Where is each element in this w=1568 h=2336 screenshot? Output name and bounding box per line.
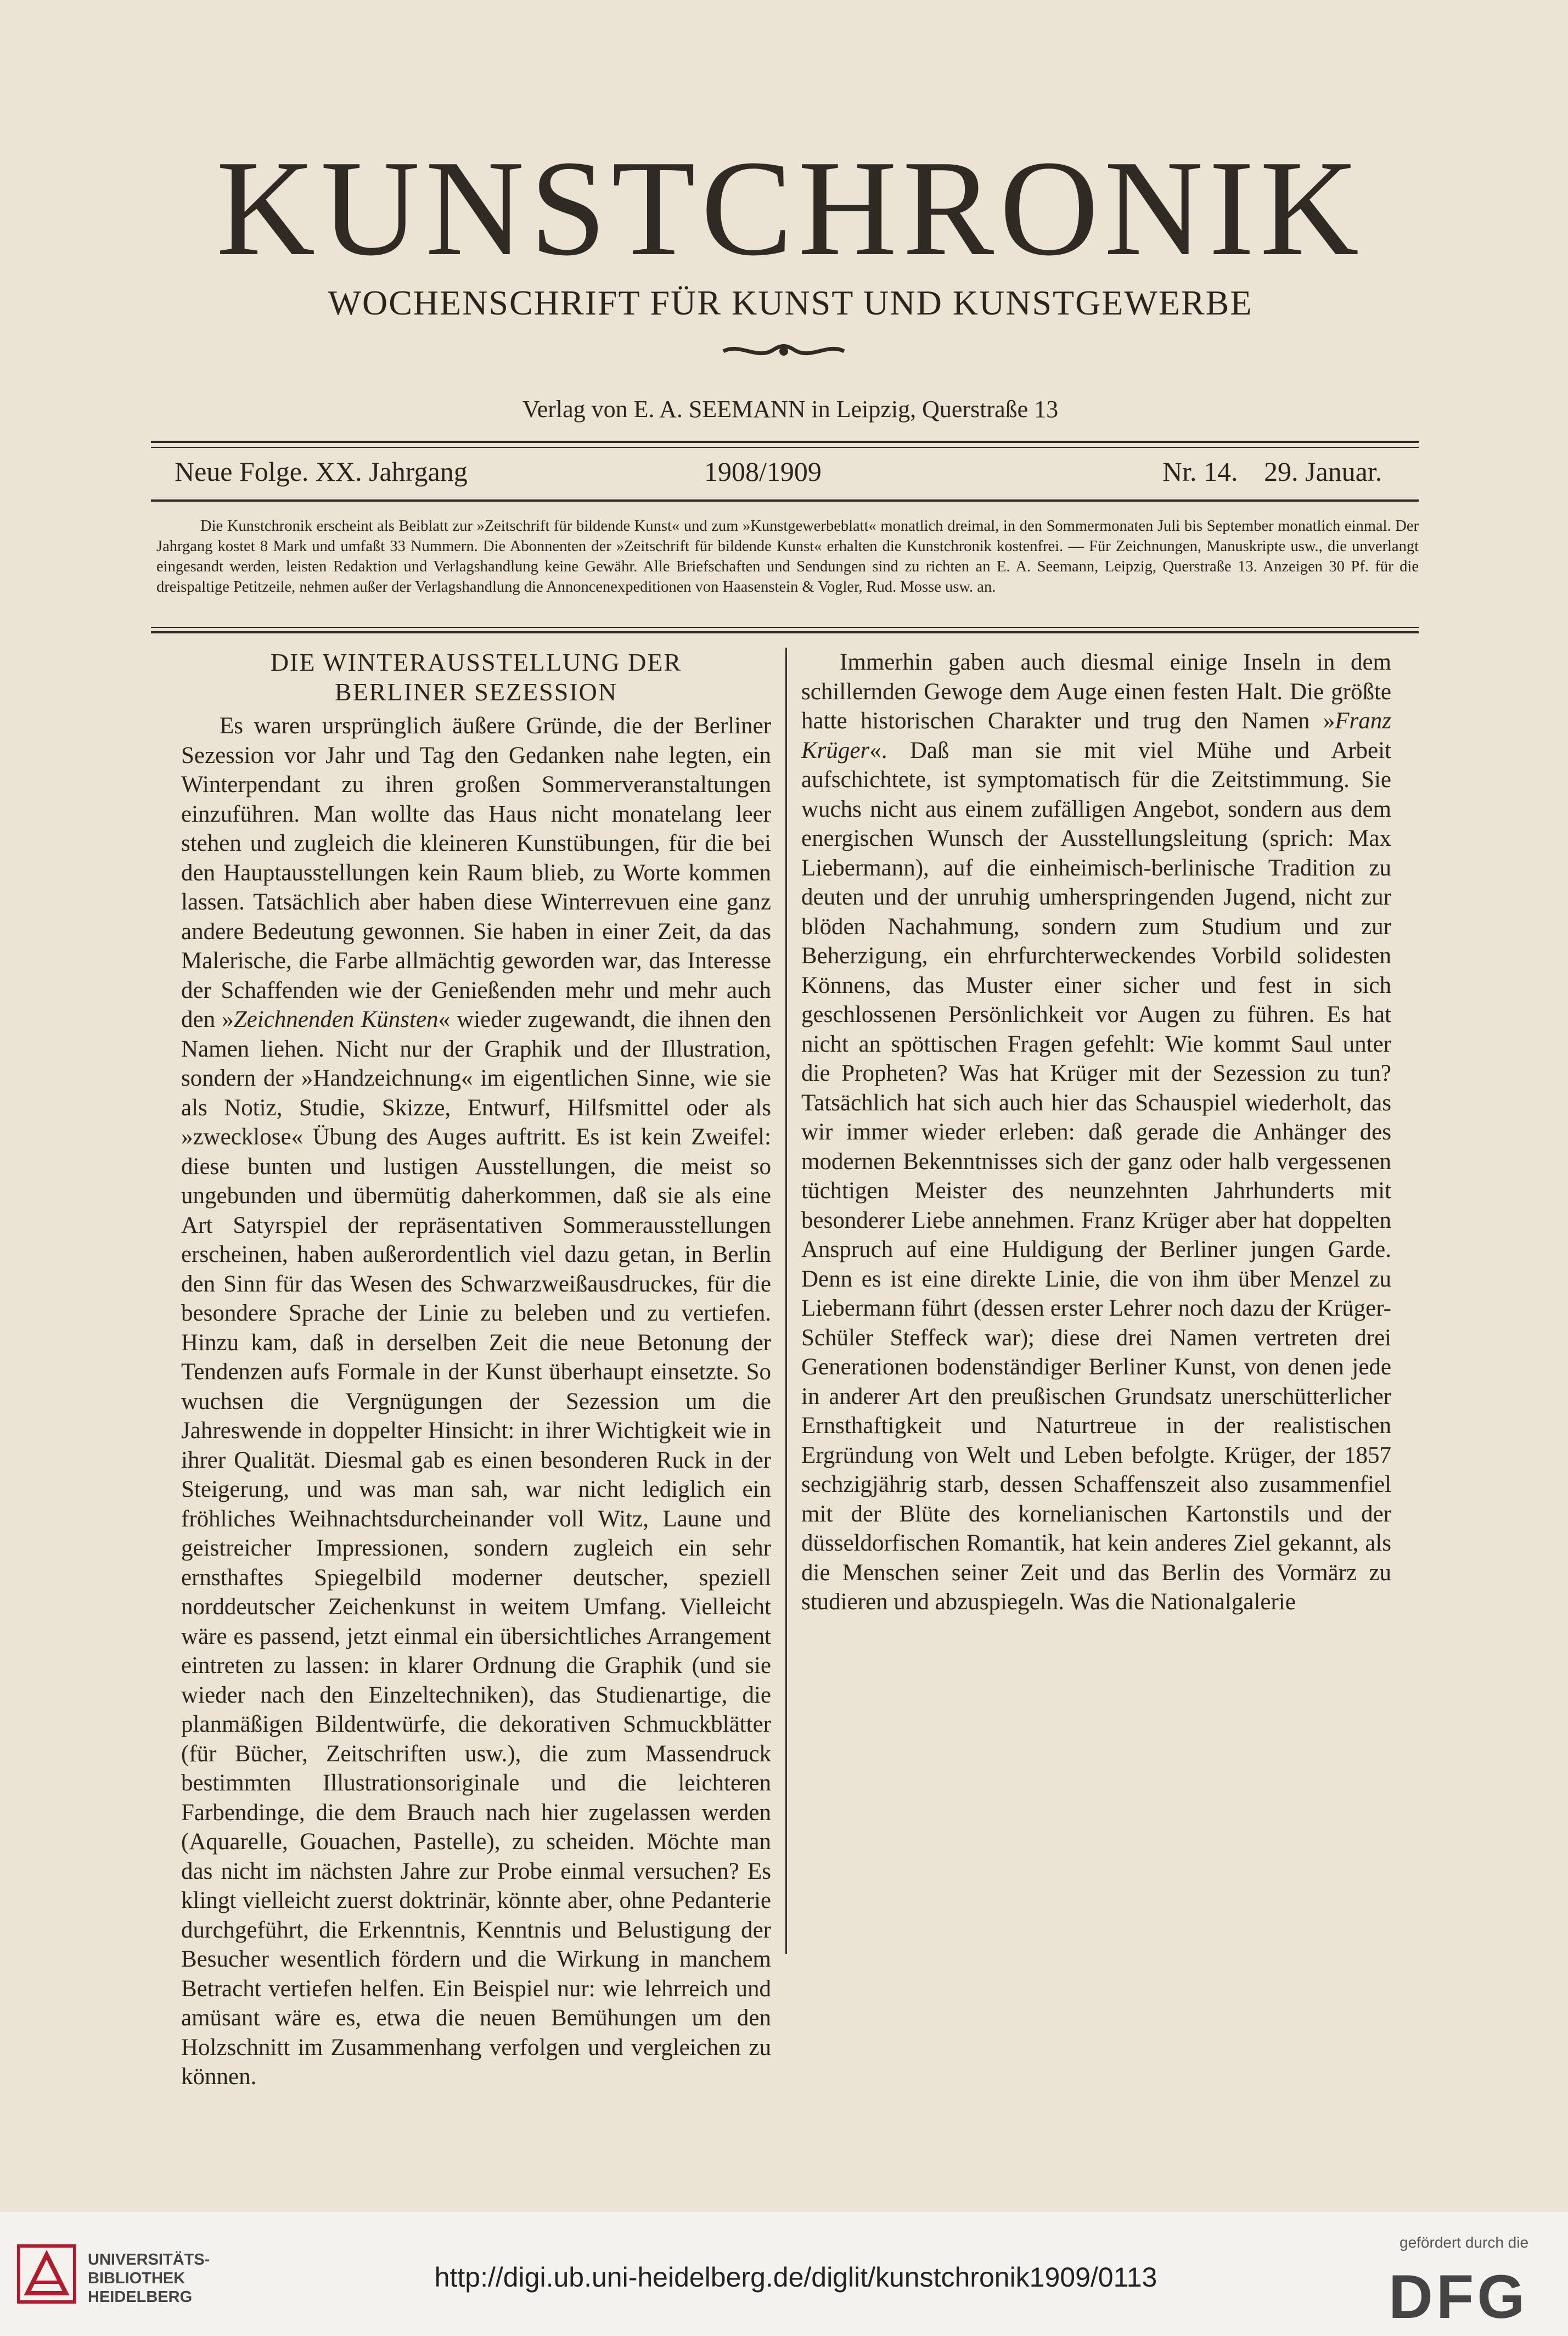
source-url-link[interactable]: http://digi.ub.uni-heidelberg.de/diglit/kunstchronik1909/0113 <box>434 2262 1157 2293</box>
article-title-line1: DIE WINTERAUSSTELLUNG DER <box>270 648 682 676</box>
university-name-line: UNIVERSITÄTS- <box>88 2251 210 2268</box>
rule-article-top-thick <box>151 631 1419 633</box>
article-paragraph <box>801 648 1391 1617</box>
masthead-subtitle: WOCHENSCHRIFT FÜR KUNST UND KUNSTGEWERBE <box>328 283 1253 322</box>
text-run: Es waren ursprünglich äußere Gründe, die der Berliner Sezession vor Jahr und Tag den Gedanken nahe legten, ein Winterpendant zu ihren großen Sommerveranstaltungen einzuführen. Man wollte das Haus nicht monatelang leer stehen und zugleich die kleineren Kunstübungen, für die bei den Hauptausstellungen kein Raum blieb, zu Worte kommen lassen. Tatsächlich aber haben diese Winterrevuen eine ganz andere Bedeutung gewonnen. Sie haben in einer Zeit, da das Malerische, die Farbe allmächtig geworden war, das Interesse der Schaffenden wie der Genießenden mehr und mehr auch den » <box>181 713 771 1032</box>
issue-number: Nr. 14. <box>1162 456 1238 487</box>
ornament-icon <box>718 339 850 363</box>
issue-line <box>175 456 1392 494</box>
series-info: Neue Folge. XX. Jahrgang <box>175 456 468 487</box>
emphasis-text: Franz Krüger <box>801 708 1391 763</box>
emphasis-text: Zeichnenden Künsten <box>233 1007 439 1032</box>
university-name-line: BIBLIOTHEK <box>88 2270 186 2287</box>
university-name <box>88 2250 210 2306</box>
article-title-line2: BERLINER SEZESSION <box>334 678 618 706</box>
rule-top <box>151 441 1419 443</box>
text-run: Immerhin gaben auch diesmal einige Inseln in dem schillernden Gewoge dem Auge einen festen Halt. Die größte hatte historischen Charakter und trug den Namen » <box>801 649 1391 734</box>
volume-year: 1908/1909 <box>704 456 822 487</box>
issue-date: 29. Januar. <box>1264 456 1382 487</box>
article-title <box>181 648 771 707</box>
funding-note: gefördert durch die <box>1400 2234 1529 2251</box>
text-run: «. Daß man sie mit viel Mühe und Arbeit aufschichtete, ist symptomatisch für die Zeitstimmung. Sie wuchs nicht aus einem zufälligen Angebot, sondern aus dem energischen Wunsch der Ausstellungsleitung (sprich: Max Liebermann), auf die einheimisch-berlinische Tradition zu deuten und der unruhig umherspringenden Jugend, nicht zur blöden Nachahmung, sondern zum Studium und zur Beherzigung, ein ehrfurchterweckendes Vorbild solidesten Könnens, das Muster einer sicher und fest in sich geschlossenen Persönlichkeit vor Augen zu führen. Es hat nicht an spöttischen Fragen gefehlt: Wie kommt Saul unter die Propheten? Was hat Krüger mit der Sezession zu tun? Tatsächlich hat sich auch hier das Schauspiel wiederholt, das wir immer wieder erleben: daß gerade die Anhänger des modernen Bekenntnisses sich der ganz oder halb vergessenen tüchtigen Meister des neunzehnten Jahrhunderts mit besonderer Liebe annehmen. Franz Krüger aber hat doppelten Anspruch auf eine Huldigung der Berliner jungen Garde. Denn es ist eine direkte Linie, die von ihm über Menzel zu Liebermann führt (dessen erster Lehrer noch dazu der Krüger-Schüler Steffeck war); diese drei Namen vertreten drei Generationen bodenständiger Berliner Kunst, von denen jede in anderer Art den preußischen Grundsatz unerschütterlicher Ernsthaftigkeit und Naturtreue in der realistischen Ergründung von Welt und Leben befolgte. Krüger, der 1857 sechzigjährig starb, dessen Schaffenszeit also zusammenfiel mit der Blüte des kornelianischen Kartonstils und der düsseldorfischen Romantik, hat kein anderes Ziel gekannt, als die Menschen seiner Zeit und das Berlin des Vormärz zu studieren und abzuspiegeln. Was die Nationalgalerie <box>801 737 1391 1615</box>
rule-article-top <box>151 627 1419 628</box>
masthead-title: KUNSTCHRONIK <box>216 132 1365 284</box>
rule-top-thin <box>151 447 1419 448</box>
column-divider <box>785 648 787 1954</box>
article-column-left <box>181 648 771 2092</box>
dfg-logo: DFG <box>1389 2262 1528 2331</box>
university-logo-icon <box>16 2244 77 2304</box>
subscription-notice: Die Kunstchronik erscheint als Beiblatt zur »Zeitschrift für bildende Kunst« und zum »Kunstgewerbeblatt« monatlich dreimal, in den Sommermonaten Juli bis September monatlich einmal. Der Jahrgang kostet 8 Mark und umfaßt 33 Nummern. Die Abonnenten der »Zeitschrift für bildende Kunst« erhalten die Kunstchronik kostenfrei. — Für Zeichnungen, Manuskripte usw., die unverlangt eingesandt werden, leisten Redaktion und Verlagshandlung keine Gewähr. Alle Briefschaften und Sendungen sind zu richten an E. A. Seemann, Leipzig, Querstraße 13. Anzeigen 30 Pf. für die dreispaltige Petitzeile, nehmen außer der Verlagshandlung die Annoncenexpeditionen von Haasenstein & Vogler, Rud. Mosse usw. an. <box>156 518 1419 596</box>
university-name-line: HEIDELBERG <box>88 2288 193 2306</box>
text-run: « wieder zugewandt, die ihnen den Namen liehen. Nicht nur der Graphik und der Illustration, sondern der »Handzeichnung« im eigentlichen Sinne, wie sie als Notiz, Studie, Skizze, Entwurf, Hilfsmittel oder als »zwecklose« Übung des Auges auftritt. Es ist kein Zweifel: diese bunten und lustigen Ausstellungen, die meist so ungebunden und übermütig daherkommen, daß sie als eine Art Satyrspiel der repräsentativen Sommerausstellungen erscheinen, haben außerordentlich viel dazu getan, in Berlin den Sinn für das Wesen des Schwarzweißausdruckes, für die besondere Sprache der Linie zu beleben und zu vertiefen. Hinzu kam, daß in derselben Zeit die neue Betonung der Tendenzen aufs Formale in der Kunst überhaupt einsetzte. So wuchsen die Vergnügungen der Sezession um die Jahreswende in doppelter Hinsicht: in ihrer Wichtigkeit wie in ihrer Qualität. Diesmal gab es einen besonderen Ruck in der Steigerung, und was man sah, war nicht lediglich ein fröhliches Weihnachtsdurcheinander voll Witz, Laune und geistreicher Impressionen, sondern zugleich ein sehr ernsthaftes Spiegelbild moderner deutscher, speziell norddeutscher Zeichenkunst in weitem Umfang. Vielleicht wäre es passend, jetzt einmal ein übersichtliches Arrangement eintreten zu lassen: in klarer Ordnung die Graphik (und sie wieder nach den Einzeltechniken), das Studienartige, die planmäßigen Bildentwürfe, die dekorativen Schmuckblätter (für Bücher, Zeitschriften usw.), die zum Massendruck bestimmten Illustrationsoriginale und die leichteren Farbendinge, die dem Brauch nach hier zugelassen werden (Aquarelle, Gouachen, Pastelle), zu scheiden. Möchte man das nicht im nächsten Jahre zur Probe einmal versuchen? Es klingt vielleicht zuerst doktrinär, könnte aber, ohne Pedanterie durchgeführt, die Erkenntnis, Kenntnis und Belustigung der Besucher wesentlich fördern und die Wirkung in manchem Betracht vertiefen helfen. Ein Beispiel nur: wie lehrreich und amüsant wäre es, etwa die neuen Bemühungen um den Holzschnitt im Zusammenhang verfolgen und vergleichen zu können. <box>181 1007 771 2090</box>
publisher-line: Verlag von E. A. SEEMANN in Leipzig, Querstraße 13 <box>522 396 1059 423</box>
footer-bar <box>0 2212 1568 2336</box>
rule-mid <box>151 499 1419 502</box>
article-column-right <box>801 648 1391 1617</box>
article-paragraph <box>181 711 771 2092</box>
